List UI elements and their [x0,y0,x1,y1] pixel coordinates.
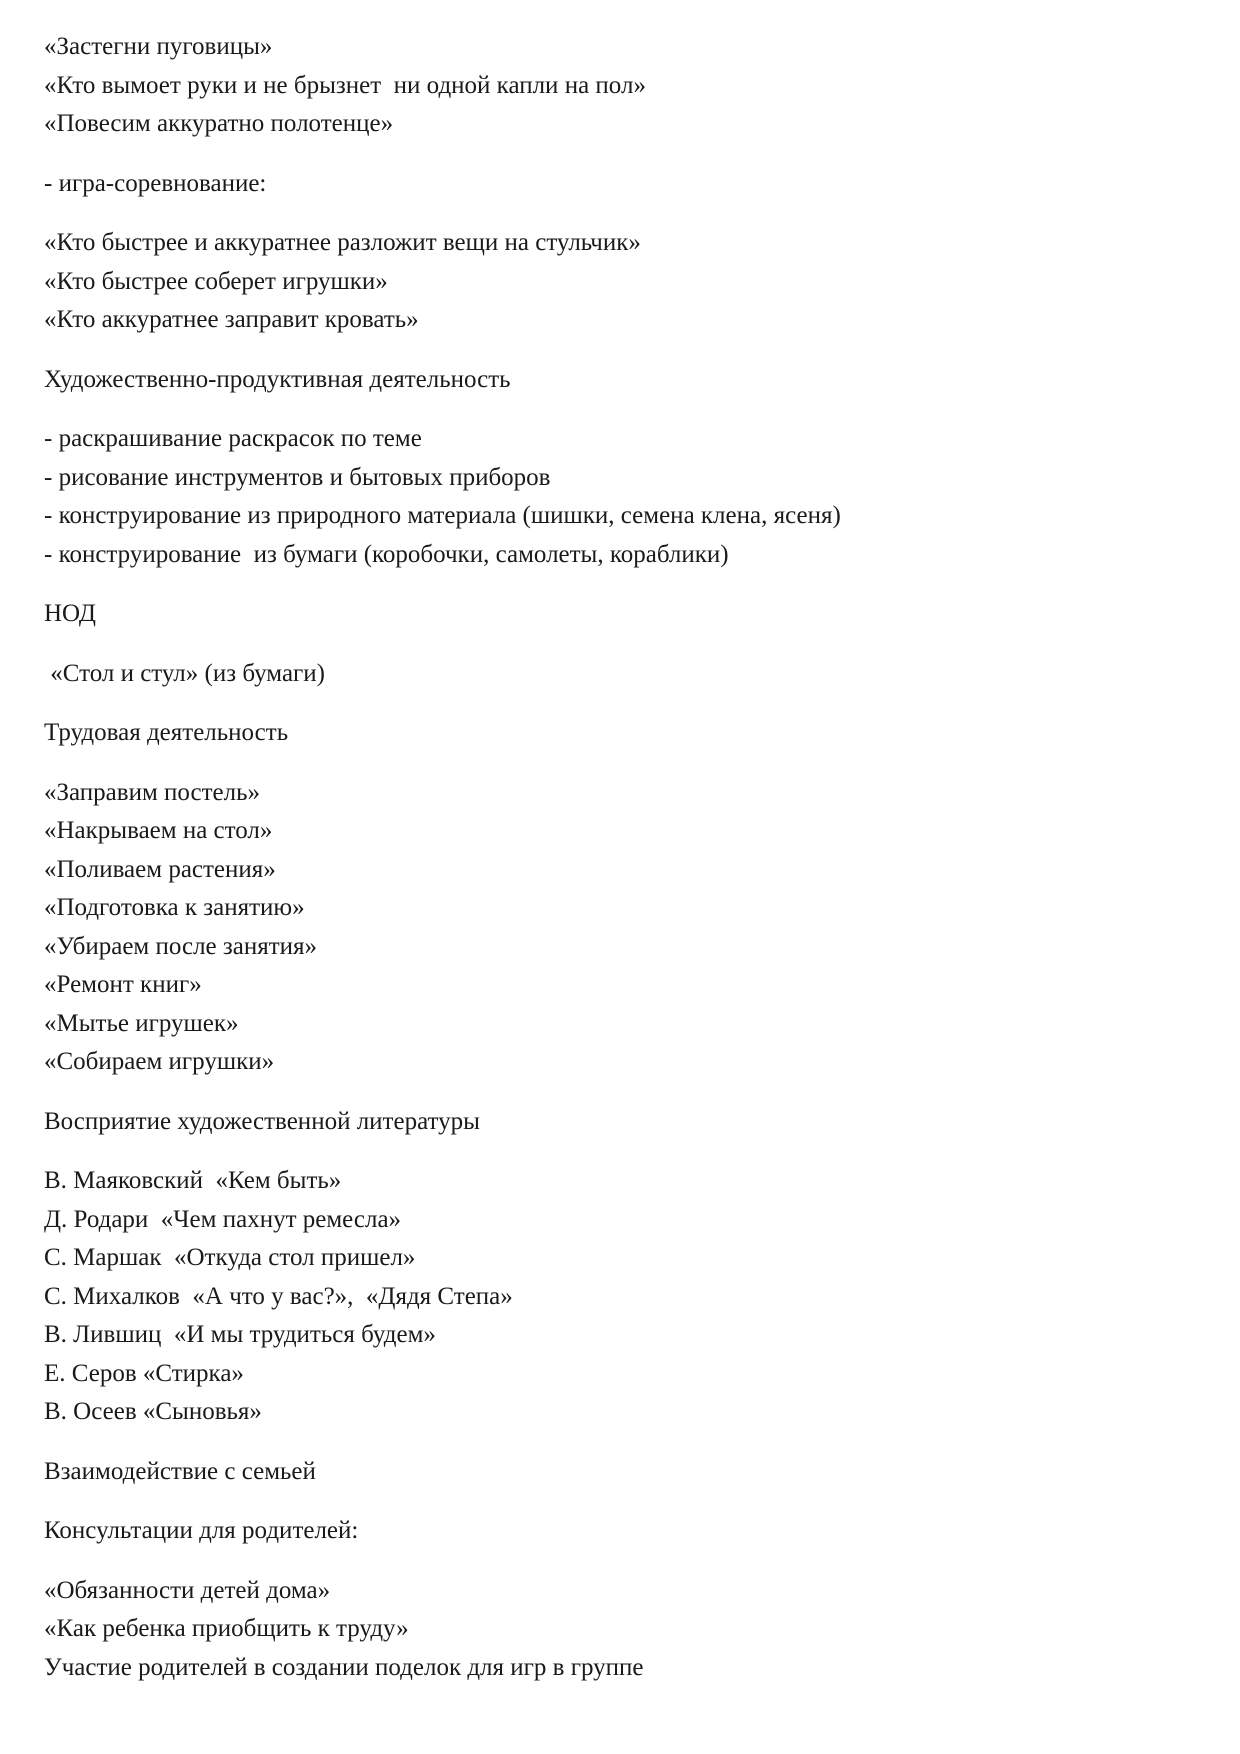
list-item: - конструирование из природного материала (шишки, семена клена, ясеня) [44,502,841,529]
list-item: «Кто быстрее и аккуратнее разложит вещи на стульчик» [44,229,641,256]
list-item: «Повесим аккуратно полотенце» [44,110,394,137]
section-heading-game-competition: - игра-соревнование: [44,169,267,197]
list-item: «Кто вымоет руки и не брызнет ни одной капли на пол» [44,71,646,99]
nod-heading-block [44,595,1194,634]
list-item: «Обязанности детей дома» [44,1576,331,1604]
document-page [44,28,1194,1708]
list-item: «Застегни пуговицы» [44,33,273,60]
list-item: В. Лившиц «И мы трудиться будем» [44,1321,436,1348]
list-item: «Мытье игрушек» [44,1009,239,1037]
list-item: «Кто быстрее соберет игрушки» [44,267,388,295]
list-item: Е. Серов «Стирка» [44,1359,244,1387]
family-heading-block [44,1453,1194,1492]
game-competition-heading-block [44,165,1194,204]
list-item: С. Маршак «Откуда стол пришел» [44,1244,416,1271]
literature-list [44,1162,1194,1432]
section-heading-labor: Трудовая деятельность [44,719,289,746]
list-item: Участие родителей в создании поделок для игр в группе [44,1653,644,1681]
art-heading-block [44,361,1194,400]
section-heading-family: Взаимодействие с семьей [44,1457,316,1485]
list-item: «Убираем после занятия» [44,932,318,960]
section-heading-art-activity: Художественно-продуктивная деятельность [44,365,511,393]
list-item: «Заправим постель» [44,778,261,806]
labor-heading-block [44,714,1194,753]
nod-item-block [44,655,1194,694]
list-item: В. Осеев «Сыновья» [44,1398,262,1425]
list-item: - раскрашивание раскрасок по теме [44,425,422,452]
list-item: «Собираем игрушки» [44,1048,275,1075]
list-item: - конструирование из бумаги (коробочки, самолеты, кораблики) [44,540,729,568]
consultations-list [44,1572,1194,1688]
list-item: «Как ребенка приобщить к труду» [44,1615,409,1642]
self-care-games-list [44,28,1194,144]
list-item: «Подготовка к занятию» [44,894,305,921]
literature-heading-block [44,1103,1194,1142]
section-heading-literature: Восприятие художественной литературы [44,1107,480,1135]
consult-heading-block [44,1512,1194,1551]
list-item: Д. Родари «Чем пахнут ремесла» [44,1205,402,1233]
list-item: «Накрываем на стол» [44,817,273,844]
list-item: «Кто аккуратнее заправит кровать» [44,306,419,333]
competition-list [44,224,1194,340]
list-item: С. Михалков «А что у вас?», «Дядя Степа» [44,1282,513,1310]
list-item: «Поливаем растения» [44,855,276,883]
art-activities-list [44,420,1194,574]
section-heading-nod: НОД [44,600,96,627]
nod-item: «Стол и стул» (из бумаги) [44,659,326,687]
section-heading-consultations: Консультации для родителей: [44,1517,359,1544]
list-item: - рисование инструментов и бытовых приборов [44,463,551,491]
labor-activities-list [44,774,1194,1082]
list-item: В. Маяковский «Кем быть» [44,1167,342,1194]
list-item: «Ремонт книг» [44,971,202,998]
